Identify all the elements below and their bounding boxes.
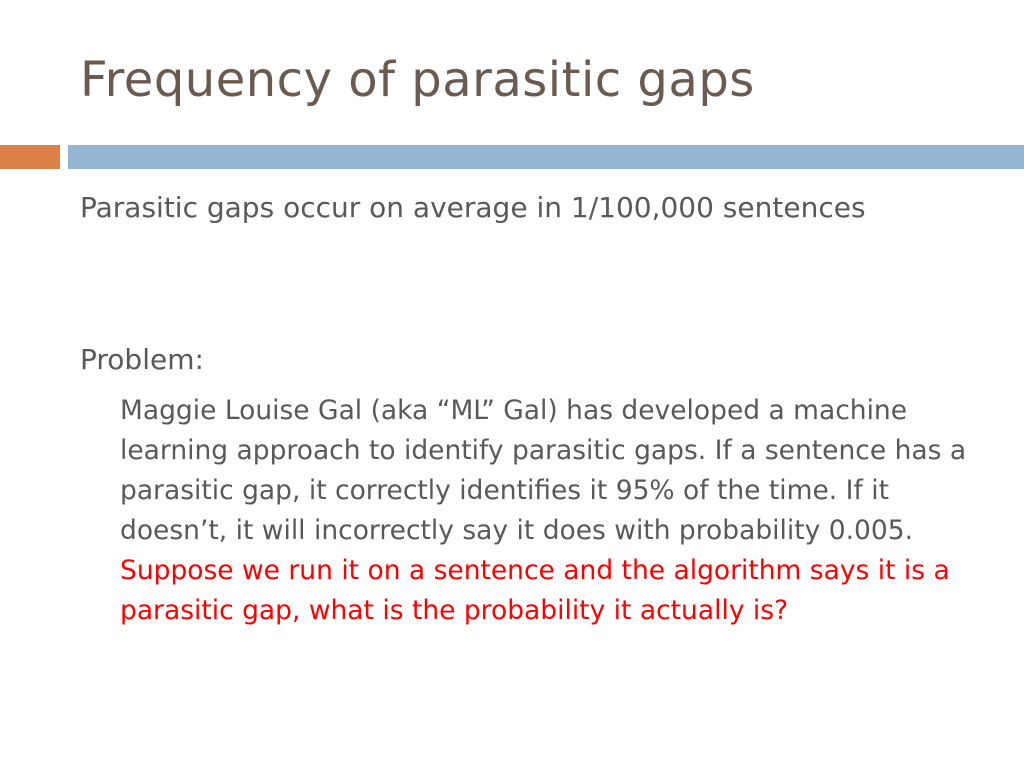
slide-title: Frequency of parasitic gaps <box>80 52 755 108</box>
bullet-frequency: Parasitic gaps occur on average in 1/100,000 sentences <box>80 191 866 224</box>
sub-bullet-problem-text <box>120 391 980 631</box>
problem-description: Maggie Louise Gal (aka “ML” Gal) has developed a machine learning approach to identify parasitic gaps. If a sentence has a parasitic gap, it correctly identifies it 95% of the time. If it doesn’t, it will incorrectly say it does with probability 0.005. <box>120 395 967 546</box>
accent-bar-blue <box>68 145 1024 169</box>
bullet-problem: Problem: <box>80 343 204 376</box>
problem-question: Suppose we run it on a sentence and the algorithm says it is a parasitic gap, what is the probability it actually is? <box>120 555 950 626</box>
accent-bar-orange <box>0 145 60 169</box>
